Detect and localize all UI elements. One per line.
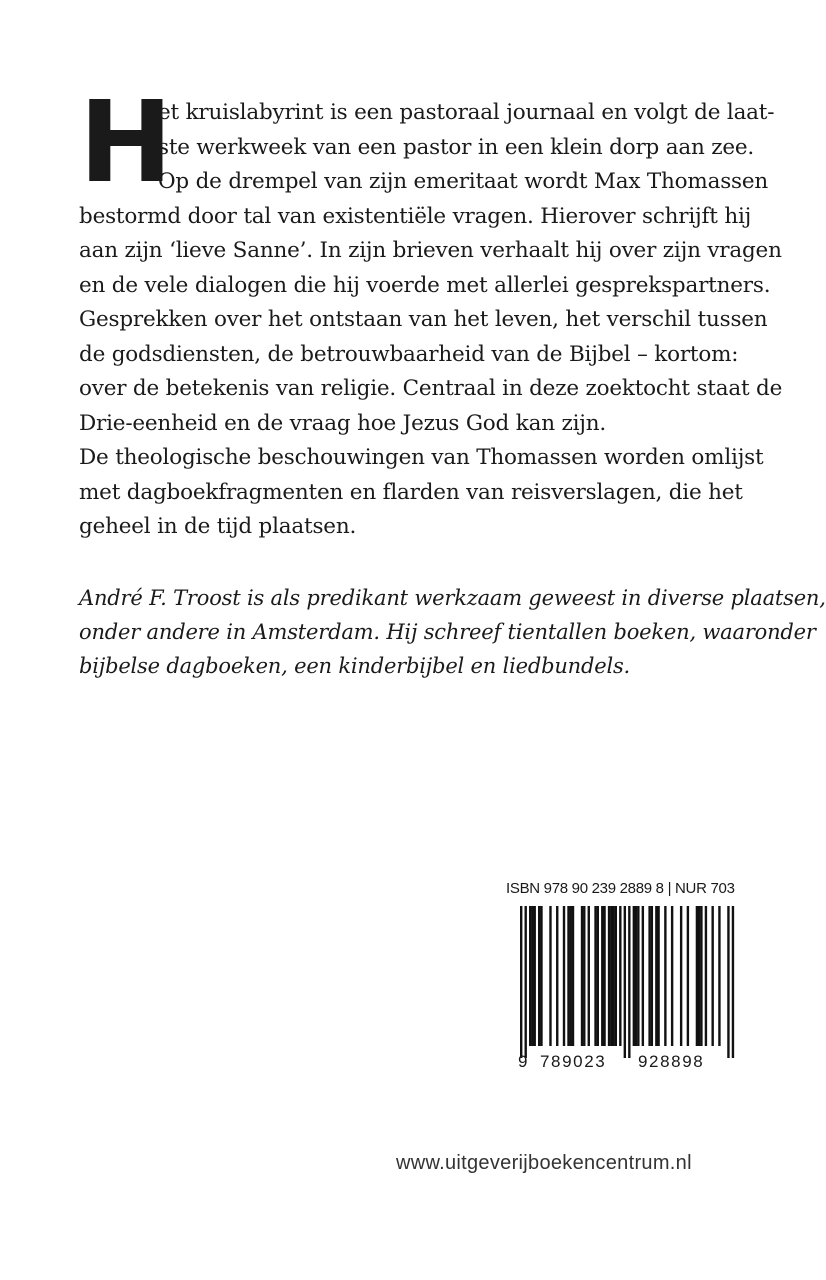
isbn-nur-line: ISBN 978 90 239 2889 8 | NUR 703 <box>506 880 735 897</box>
barcode-bar <box>615 906 617 1046</box>
barcode-bar <box>698 906 700 1046</box>
barcode-bar <box>664 906 666 1046</box>
barcode-bar <box>583 906 585 1046</box>
barcode-bar <box>601 906 603 1046</box>
book-blurb <box>79 78 783 545</box>
barcode-bar <box>648 906 650 1046</box>
barcode-image <box>520 906 734 1058</box>
blurb-line: aan zijn ‘lieve Sanne’. In zijn brieven verhaalt hij over zijn vragen <box>79 238 782 263</box>
barcode-bar <box>594 906 596 1046</box>
barcode-bars <box>520 906 734 1058</box>
barcode-bar <box>531 906 533 1046</box>
author-bio <box>79 581 826 683</box>
barcode-bar <box>570 906 572 1046</box>
barcode-bar <box>525 906 527 1058</box>
barcode-bar <box>635 906 637 1046</box>
barcode-bar <box>567 906 569 1046</box>
barcode-bar <box>540 906 542 1046</box>
barcode-bar <box>687 906 689 1046</box>
publisher-website: www.uitgeverijboekencentrum.nl <box>396 1152 692 1174</box>
barcode-bar <box>549 906 551 1046</box>
blurb-line: geheel in de tijd plaatsen. <box>79 514 357 539</box>
barcode-bar <box>705 906 707 1046</box>
blurb-line: de godsdiensten, de betrouwbaarheid van de Bijbel – kortom: <box>79 341 739 367</box>
barcode-bar <box>718 906 720 1046</box>
barcode-bar <box>529 906 531 1046</box>
barcode-bar <box>700 906 702 1046</box>
barcode-digits <box>518 1052 738 1076</box>
barcode-bar <box>572 906 574 1046</box>
bio-line: André F. Troost is als predikant werkzaam geweest in diverse plaatsen, <box>79 586 826 610</box>
barcode-bar <box>637 906 639 1046</box>
barcode-left-group: 789023 <box>540 1052 607 1071</box>
barcode-bar <box>581 906 583 1046</box>
barcode-right-group: 928898 <box>638 1052 705 1071</box>
barcode-bar <box>520 906 522 1058</box>
barcode-bar <box>628 906 630 1058</box>
barcode-bar <box>619 906 621 1046</box>
barcode-bar <box>534 906 536 1046</box>
drop-cap-letter: H <box>79 78 173 208</box>
barcode-first-digit: 9 <box>518 1052 528 1071</box>
blurb-line: et kruislabyrint is een pastoraal journaal en volgt de laat- <box>158 100 775 125</box>
blurb-line: ste werkweek van een pastor in een klein dorp aan zee. <box>158 134 755 160</box>
barcode-bar <box>597 906 599 1046</box>
blurb-line: met dagboekfragmenten en flarden van reisverslagen, die het <box>79 479 743 505</box>
blurb-line: Op de drempel van zijn emeritaat wordt Max Thomassen <box>158 169 769 194</box>
barcode-bar <box>696 906 698 1046</box>
barcode-bar <box>603 906 605 1046</box>
barcode-bar <box>563 906 565 1046</box>
blurb-line: Gesprekken over het ontstaan van het leven, het verschil tussen <box>79 307 768 332</box>
barcode-bar <box>732 906 734 1058</box>
blurb-line: Drie-eenheid en de vraag hoe Jezus God kan zijn. <box>79 410 607 436</box>
barcode-bar <box>588 906 590 1046</box>
barcode-bar <box>538 906 540 1046</box>
barcode-bar <box>655 906 657 1046</box>
barcode-bar <box>657 906 659 1046</box>
barcode-bar <box>642 906 644 1046</box>
barcode-bar <box>727 906 729 1058</box>
bio-line: bijbelse dagboeken, een kinderbijbel en liedbundels. <box>79 654 631 678</box>
barcode-bar <box>651 906 653 1046</box>
blurb-line: De theologische beschouwingen van Thomassen worden omlijst <box>79 445 764 470</box>
barcode-bar <box>556 906 558 1046</box>
blurb-line: en de vele dialogen die hij voerde met allerlei gesprekspartners. <box>79 272 771 298</box>
bio-line: onder andere in Amsterdam. Hij schreef tientallen boeken, waaronder <box>79 620 816 644</box>
blurb-line: over de betekenis van religie. Centraal in deze zoektocht staat de <box>79 376 783 401</box>
barcode-bar <box>671 906 673 1046</box>
barcode-bar <box>612 906 614 1046</box>
barcode-bar <box>680 906 682 1046</box>
barcode-bar <box>711 906 713 1046</box>
barcode-bar <box>624 906 626 1058</box>
blurb-line: bestormd door tal van existentiële vragen. Hierover schrijft hij <box>79 203 752 229</box>
barcode-bar <box>633 906 635 1046</box>
barcode-bar <box>608 906 610 1046</box>
barcode-bar <box>610 906 612 1046</box>
